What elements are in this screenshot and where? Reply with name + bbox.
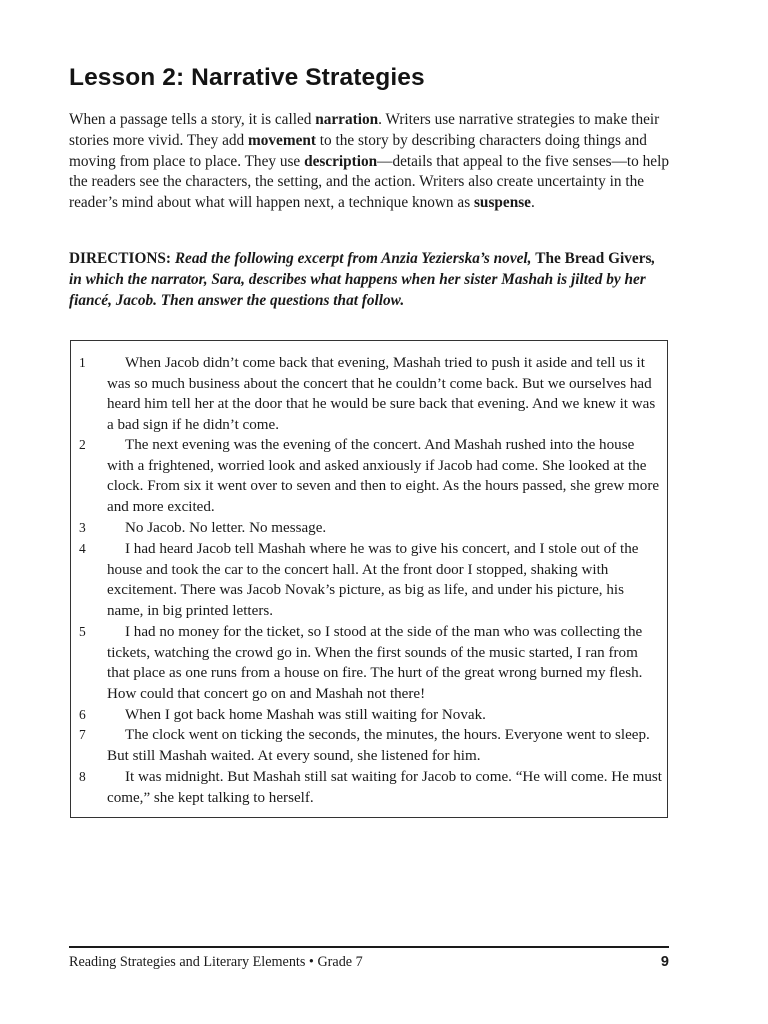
passage-paragraph	[71, 435, 667, 517]
intro-text: . Writers use narrative strategies to make their stories more vivid. They add	[69, 111, 660, 149]
paragraph-number: 1	[79, 355, 86, 370]
passage-box	[70, 340, 668, 818]
page-title: Lesson 2: Narrative Strategies	[69, 64, 425, 91]
paragraph-number: 6	[79, 707, 86, 722]
directions-paragraph	[69, 249, 669, 311]
paragraph-number: 5	[79, 624, 86, 639]
paragraph-text: I had heard Jacob tell Mashah where he was to give his concert, and I stole out of the house and took the car to the concert hall. At the front door I stopped, shaking with excitement. There was Jacob Novak’s picture, as big as life, and under his picture, his name, in big printed letters.	[107, 541, 639, 619]
paragraph-text: I had no money for the ticket, so I stood at the side of the man who was collecting the tickets, watching the crowd go in. When the first sounds of the music started, I ran from that place as one runs from a house on fire. The hurt of the great wrong burned my flesh. How could that concert go on and Mashah not there!	[107, 624, 643, 702]
intro-text: —details that appeal to the five senses—to help the readers see the characters, the setting, and the action. Writers also create uncertainty in the reader’s mind about what will happen next, a technique known as	[69, 152, 669, 212]
term-suspense: suspense	[473, 194, 531, 212]
directions-text: , in which the narrator, Sara, describes what happens when her sister Mashah is jilted by her fiancé, Jacob. Then answer the questions that follow.	[69, 250, 656, 309]
passage-paragraph	[71, 518, 667, 539]
paragraph-text: No Jacob. No letter. No message.	[125, 520, 327, 536]
intro-text: to the story by describing characters doing things and moving from place to place. They use	[69, 131, 647, 170]
intro-text: When a passage tells a story, it is called	[69, 111, 316, 128]
paragraph-number: 7	[79, 727, 86, 742]
paragraph-text: When Jacob didn’t come back that evening, Mashah tried to push it aside and tell us it was so much business about the concert that he couldn’t come back. But we ourselves had heard him tell her at the door that he would be sure back that evening. And we knew it was a bad sign if he didn’t come.	[107, 355, 656, 433]
paragraph-number: 2	[79, 437, 86, 452]
passage-paragraph	[71, 767, 667, 808]
paragraph-number: 3	[79, 520, 86, 535]
term-movement: movement	[248, 131, 316, 149]
page-number: 9	[660, 954, 669, 970]
footer-book-title: Reading Strategies and Literary Elements • Grade 7	[69, 954, 363, 970]
passage-paragraph	[71, 725, 667, 766]
paragraph-text: The clock went on ticking the seconds, the minutes, the hours. Everyone went to sleep. But still Mashah waited. At every sound, she listened for him.	[107, 727, 650, 764]
intro-text: .	[530, 194, 535, 212]
passage-paragraph	[71, 705, 667, 726]
directions-label: DIRECTIONS:	[69, 250, 171, 267]
passage-paragraph	[71, 539, 667, 621]
directions-text: Read the following excerpt from Anzia Yezierska’s novel,	[174, 250, 532, 267]
passage-paragraph	[71, 622, 667, 704]
book-title: The Bread Givers	[535, 250, 652, 267]
passage-paragraph	[71, 353, 667, 435]
term-description: description	[304, 152, 378, 170]
paragraph-number: 4	[79, 541, 86, 556]
footer-rule	[69, 946, 669, 948]
paragraph-number: 8	[79, 769, 86, 784]
paragraph-text: The next evening was the evening of the concert. And Mashah rushed into the house with a frightened, worried look and asked anxiously if Jacob had come. She looked at the clock. From six it went over to seven and then to eight. As the hours passed, she grew more and more excited.	[107, 437, 660, 515]
intro-paragraph	[69, 110, 669, 214]
paragraph-text: It was midnight. But Mashah still sat waiting for Jacob to come. “He will come. He must come,” she kept talking to herself.	[107, 769, 662, 806]
paragraph-text: When I got back home Mashah was still waiting for Novak.	[125, 707, 486, 723]
term-narration: narration	[315, 111, 379, 128]
